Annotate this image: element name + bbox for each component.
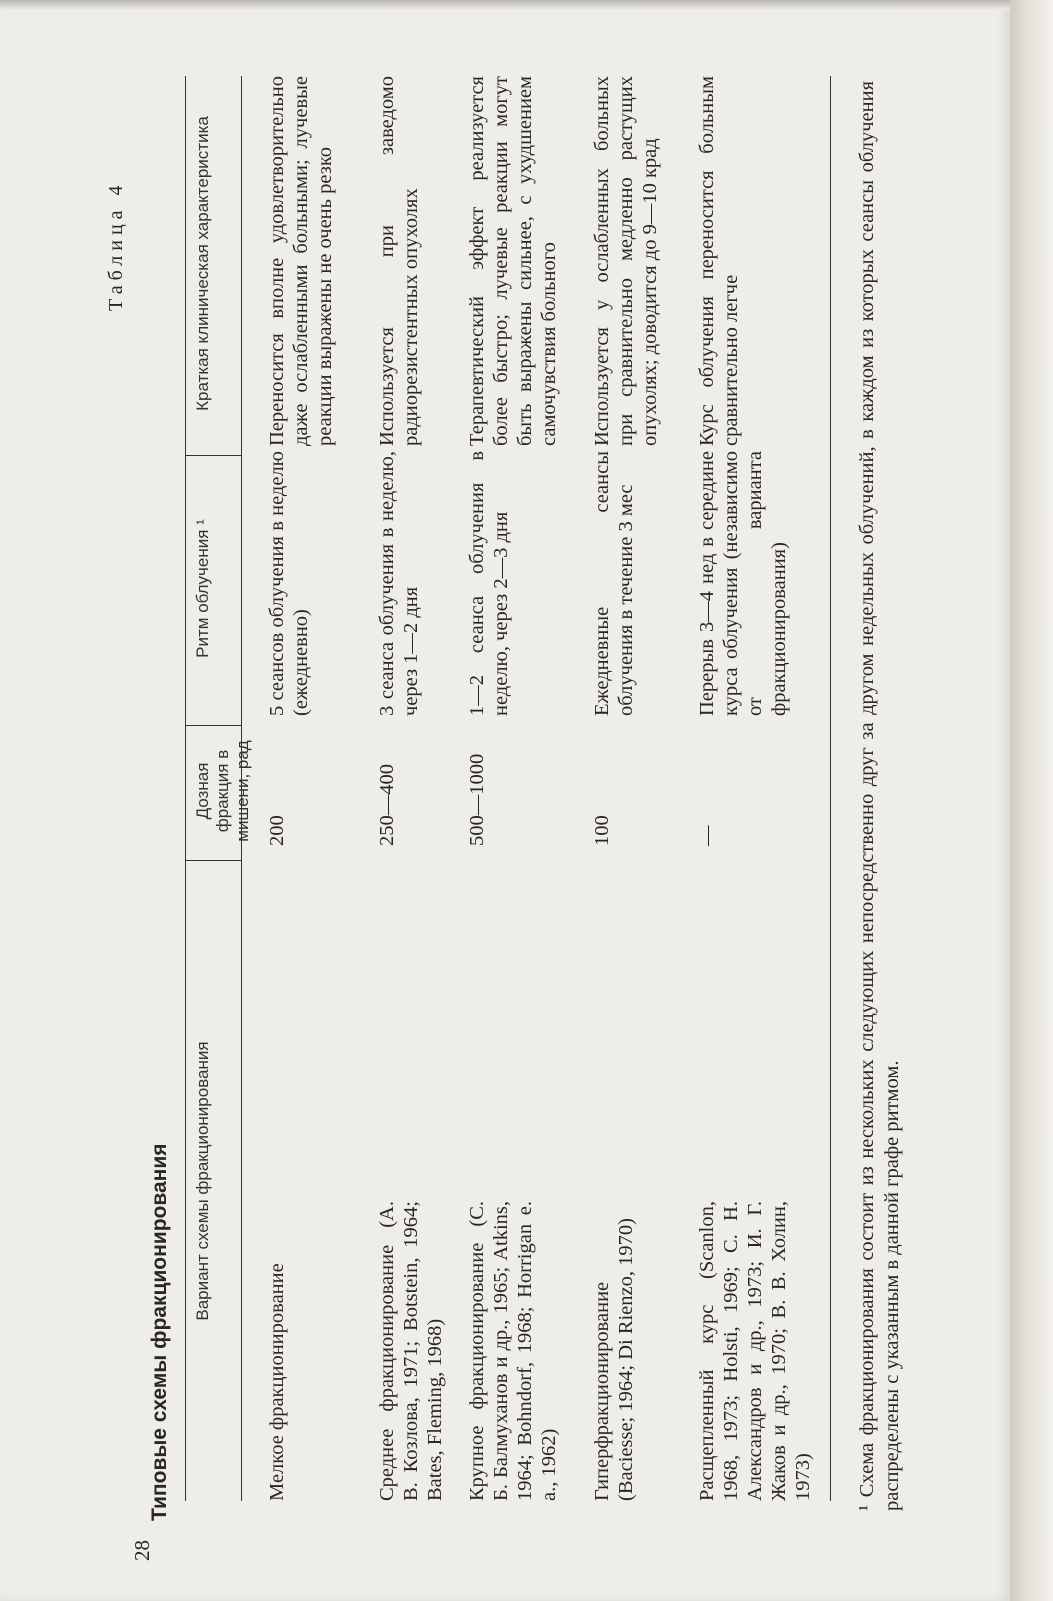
row-dose: 500—1000 <box>466 753 488 846</box>
row-dose: 100 <box>591 815 613 846</box>
row-clinical: Используется у ослабленных больных при сравнительно медленно растущих опухолях; доводится до 9—10 крад <box>591 76 661 446</box>
row-rhythm: 5 сеансов облучения в неделю (ежедневно) <box>266 451 312 716</box>
book-edge <box>1010 0 1053 1601</box>
header-variant: Вариант схемы фракционирования <box>193 1041 212 1321</box>
row-dose: 200 <box>266 815 288 846</box>
row-rhythm: Ежедневные сеансы облучения в течение 3 мес <box>591 451 637 716</box>
header-dose: Дозная фракция в мишени, рад <box>193 740 252 842</box>
row-variant: Расщепленный курс (Scanlon, 1968, 1973; Holsti, 1969; С. Н. Александров и др., 1973; И. Г. Жаков и др., 1970; В. В. Холин, 1973) <box>696 1201 814 1501</box>
footnote-rule <box>830 76 831 1501</box>
row-clinical: Курс облучения переносится больным сравнительно легче <box>696 76 742 446</box>
row-variant: Мелкое фракционирование <box>266 1263 288 1501</box>
fractionation-table <box>185 76 825 1501</box>
row-rhythm: 3 сеанса облучения в неделю, через 1—2 дня <box>376 451 422 716</box>
header-clinical: Краткая клиническая характеристика <box>193 116 212 411</box>
page-number: 28 <box>130 1540 154 1561</box>
table-title: Типовые схемы фракционирования <box>148 1143 171 1521</box>
footnote: ¹ Схема фракционирования состоит из нескольких следующих непосредственно друг за другом недельных облучений, в каждом из которых сеансы облучения распределены с указанным в данной графе ритмом. <box>856 81 903 1511</box>
row-variant: Крупное фракционирование (С. Б. Балмуханов и др., 1965; Atkins, 1964; Bohndorf, 1968; Horrigan e. a., 1962) <box>466 1201 560 1501</box>
row-clinical: Переносится вполне удовлетворительно даже ослабленными больными; лучевые реакции выражены не очень резко <box>266 76 336 446</box>
row-variant: Гиперфракционирование (Baciesse; 1964; Di Rienzo, 1970) <box>591 1218 637 1501</box>
header-rhythm: Ритм облучения ¹ <box>193 519 212 658</box>
row-dose: 250—400 <box>376 764 398 846</box>
row-clinical: Терапевтический эффект реализуется более быстро; лучевые реакции могут быть выражены сильнее, с ухудшением самочувствия больного <box>466 76 560 446</box>
row-dose: — <box>696 825 718 846</box>
row-clinical: Используется при заведомо радиорезистентных опухолях <box>376 76 422 446</box>
row-variant: Среднее фракционирование (А. В. Козлова, 1971; Botstein, 1964; Bates, Fleming, 1968) <box>376 1201 446 1501</box>
row-rhythm: Перерыв 3—4 нед в середине курса облучения (независимо от варианта фракционирования) <box>696 451 790 716</box>
row-rhythm: 1—2 сеанса облучения в неделю, через 2—3 дня <box>466 451 512 716</box>
table-top-rule <box>185 76 186 1501</box>
table-label: Таблица 4 <box>105 180 127 311</box>
